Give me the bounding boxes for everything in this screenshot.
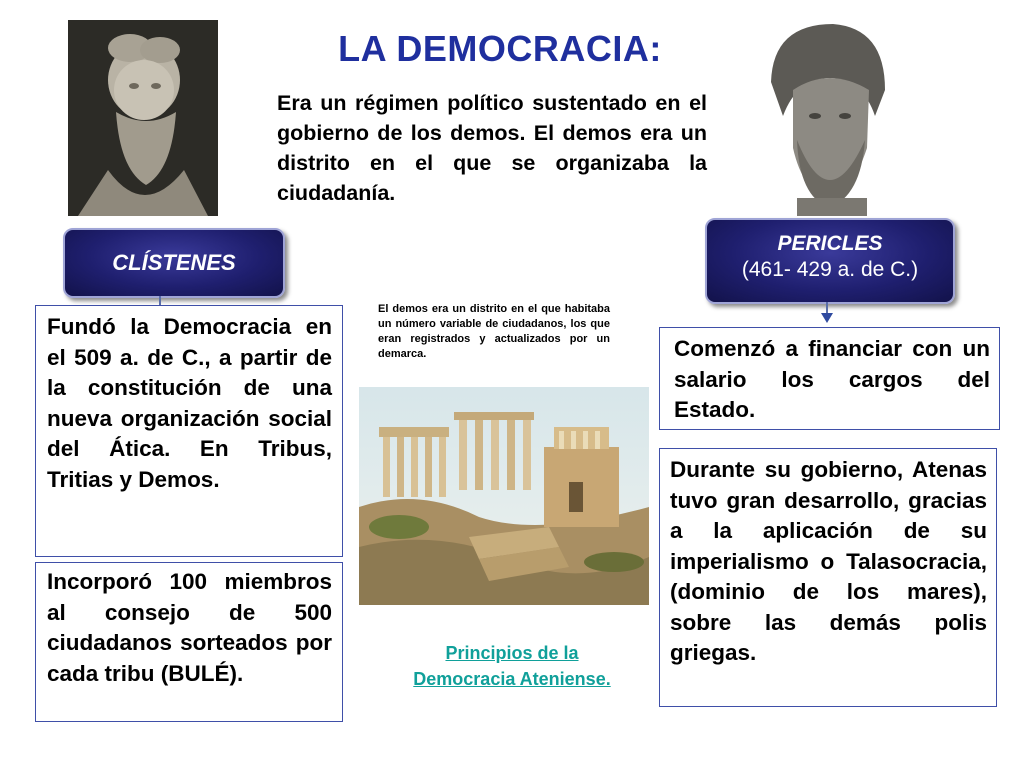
pericles-government-text: Durante su gobierno, Atenas tuvo gran desarrollo, gracias a la aplicación de su imperialismo o Talasocracia, (dominio de los mares), sobre las demás polis griegas. (659, 448, 997, 707)
pericles-button[interactable] (705, 218, 955, 304)
intro-text: Era un régimen político sustentado en el gobierno de los demos. El demos era un distrito en el que se organizaba la ciudadanía. (277, 91, 707, 205)
pericles-salary-text: Comenzó a financiar con un salario los cargos del Estado. (659, 327, 1000, 430)
arrow-down-icon (821, 313, 833, 323)
acropolis-photo (359, 387, 649, 605)
clistenes-button[interactable] (63, 228, 285, 298)
clistenes-portrait (68, 20, 218, 216)
clistenes-founding-text: Fundó la Democracia en el 509 a. de C., a partir de la constitución de una nueva organización social del Ática. En Tribus, Tritias y Demos. (35, 305, 343, 557)
pericles-dates: (461- 429 a. de C.) (741, 258, 919, 281)
pericles-name: PERICLES (777, 232, 883, 255)
page-title: LA DEMOCRACIA: (338, 28, 662, 69)
demos-note: El demos era un distrito en el que habitaba un número variable de ciudadanos, los que eran registrados y actualizados por un demarca. (378, 303, 610, 360)
pericles-portrait (753, 20, 899, 216)
principios-link[interactable]: Principios de la Democracia Ateniense. (413, 643, 611, 689)
clistenes-name: CLÍSTENES (112, 250, 236, 275)
clistenes-council-text: Incorporó 100 miembros al consejo de 500 ciudadanos sorteados por cada tribu (BULÉ). (35, 562, 343, 722)
